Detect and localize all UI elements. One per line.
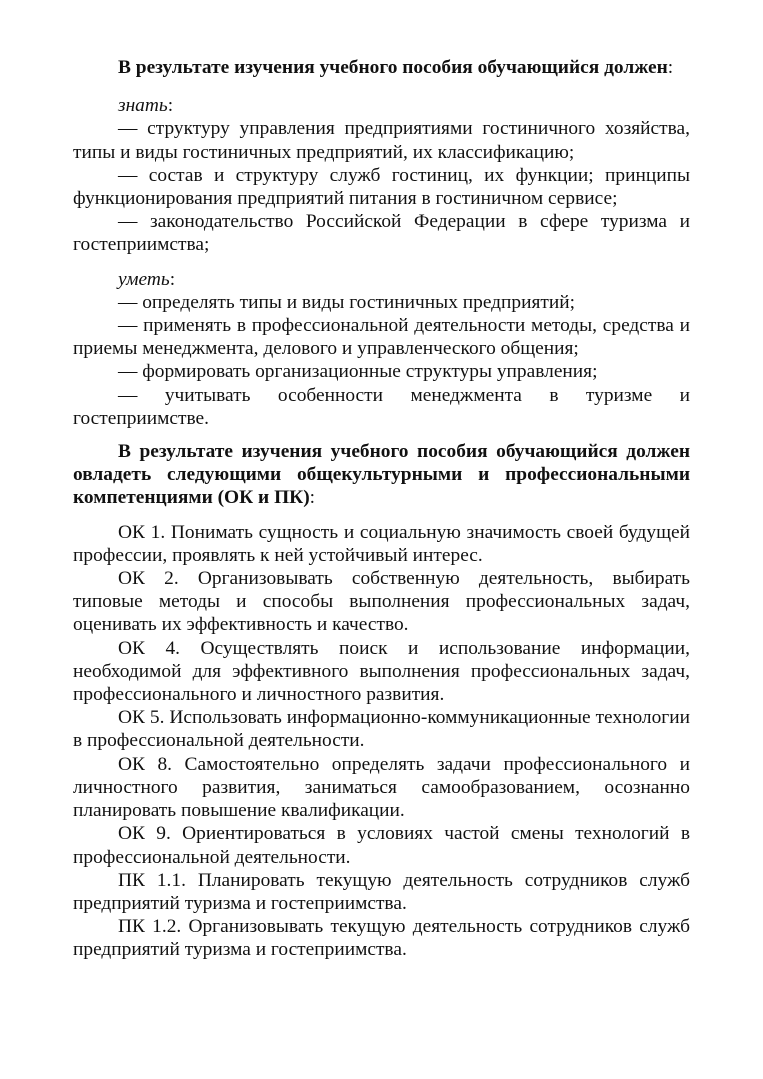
heading-colon: :	[309, 487, 316, 509]
learning-outcomes-heading-text: В результате изучения учебного пособия обучающийся должен	[118, 57, 668, 78]
competencies-heading	[73, 440, 690, 510]
competency-item: ПК 1.2. Организовывать текущую деятельность сотрудников служб предприятий туризма и гостеприимства.	[73, 916, 690, 961]
can-item: — учитывать особенности менеджмента в туризме и гостеприимстве.	[73, 384, 690, 429]
competency-item: ОК 5. Использовать информационно-коммуникационные технологии в профессиональной деятельности.	[73, 707, 690, 752]
know-item: — законодательство Российской Федерации в сфере туризма и гостеприимства;	[73, 211, 690, 256]
competency-item: ОК 1. Понимать сущность и социальную значимость своей будущей профессии, проявлять к ней устойчивый интерес.	[73, 521, 690, 566]
competencies-heading-text: В результате изучения учебного пособия обучающийся должен овладеть следующими общекультурными и профессиональными компетенциями (ОК и ПК)	[73, 441, 690, 509]
can-label	[73, 268, 690, 291]
know-label	[73, 94, 690, 117]
heading-colon: :	[667, 57, 674, 78]
know-label-colon: :	[167, 95, 174, 117]
competency-item: ОК 2. Организовывать собственную деятельность, выбирать типовые методы и способы выполнения профессиональных задач, оценивать их эффективность и качество.	[73, 568, 690, 636]
know-label-text: знать	[118, 95, 168, 117]
can-item: — формировать организационные структуры управления;	[118, 361, 598, 383]
can-label-text: уметь	[118, 268, 170, 290]
can-label-colon: :	[169, 268, 176, 290]
can-item: — применять в профессиональной деятельности методы, средства и приемы менеджмента, делового и управленческого общения;	[73, 315, 690, 360]
document-page	[73, 56, 690, 962]
know-item: — состав и структуру служб гостиниц, их функции; принципы функционирования предприятий питания в гостиничном сервисе;	[73, 164, 690, 210]
competency-item: ОК 9. Ориентироваться в условиях частой смены технологий в профессиональной деятельности.	[73, 823, 690, 868]
know-item: — структуру управления предприятиями гостиничного хозяйства, типы и виды гостиничных предприятий, их классификацию;	[73, 118, 690, 163]
competency-item: ПК 1.1. Планировать текущую деятельность сотрудников служб предприятий туризма и гостеприимства.	[73, 869, 690, 914]
can-item: — определять типы и виды гостиничных предприятий;	[118, 291, 576, 313]
competency-item: ОК 4. Осуществлять поиск и использование информации, необходимой для эффективного выполнения профессиональных задач, профессионального и личностного развития.	[73, 637, 690, 706]
learning-outcomes-heading	[73, 56, 690, 79]
competency-item: ОК 8. Самостоятельно определять задачи профессионального и личностного развития, заниматься самообразованием, осознанно планировать повышение квалификации.	[73, 753, 690, 822]
